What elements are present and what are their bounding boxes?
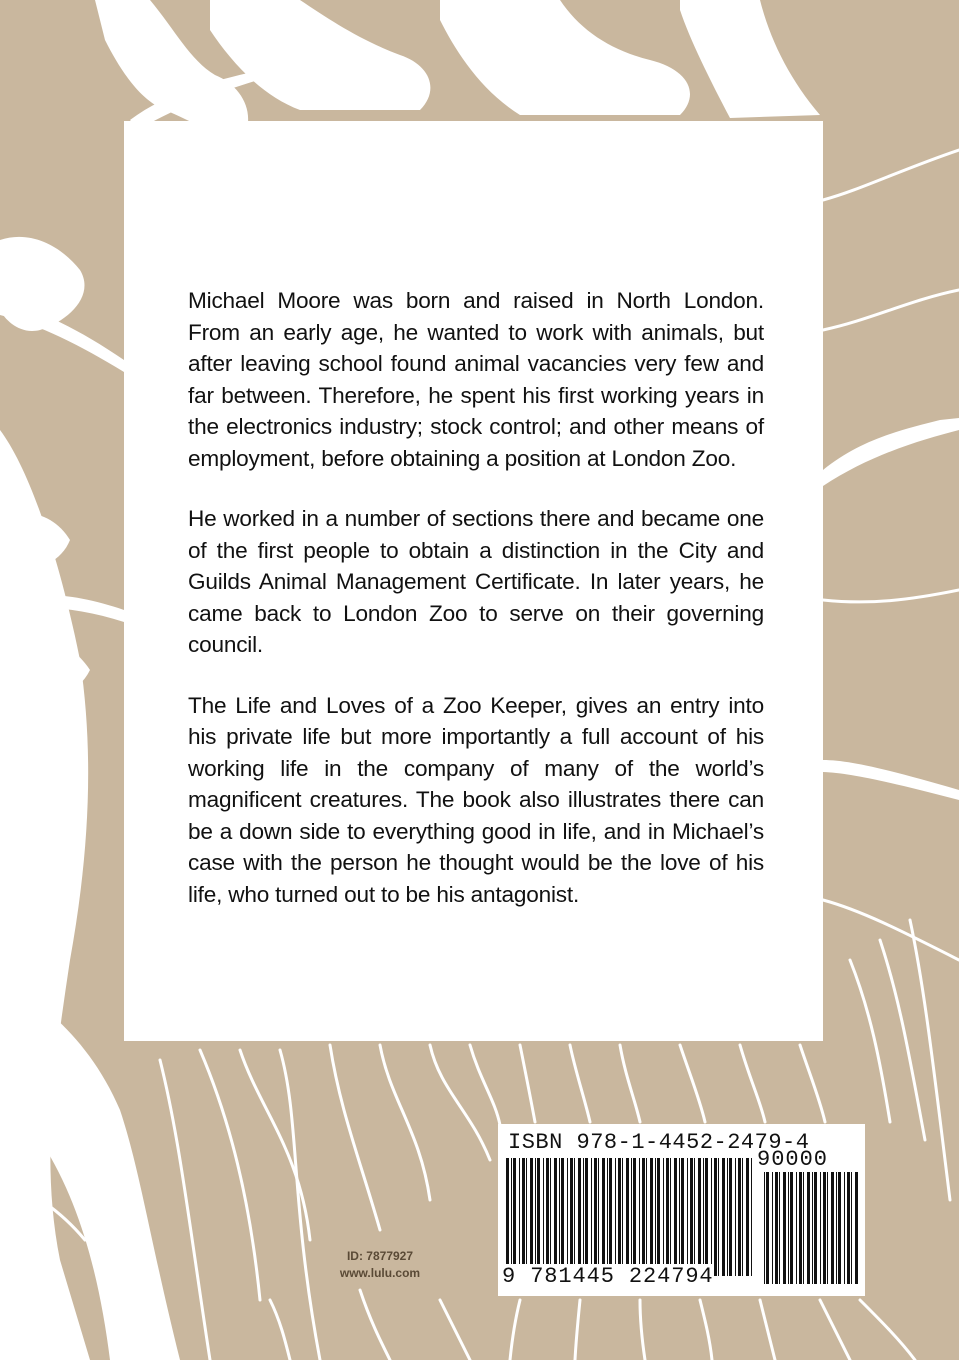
barcode-bar (766, 1172, 769, 1284)
barcode-bar (751, 1158, 752, 1276)
barcode-bar (711, 1158, 712, 1276)
barcode-bar (657, 1158, 660, 1276)
barcode-bar (535, 1158, 536, 1276)
barcode-bar (583, 1158, 584, 1276)
barcode-bar (814, 1172, 817, 1284)
barcode-bar (807, 1172, 810, 1284)
barcode-bar (679, 1158, 680, 1276)
barcode-bar (626, 1158, 629, 1276)
barcode-bar (674, 1158, 677, 1276)
barcode-bar (790, 1172, 793, 1284)
barcode-bar (812, 1172, 813, 1284)
barcode-bar (642, 1158, 645, 1276)
barcode-bar (803, 1172, 804, 1284)
barcode-bar (594, 1158, 597, 1276)
blurb-paragraph-3: The Life and Loves of a Zoo Keeper, gives an entry into his private life but more importantly a full account of his working life in the company of many of the world’s magnificent creatures. The book also illustrates there can be a down side to everything good in life, and in Michael’s case with the person he thought would be the love of his life, who turned out to be his antagonist. (188, 692, 764, 907)
barcode-bar (714, 1158, 717, 1276)
barcode-bar (578, 1158, 581, 1276)
barcode-bar (574, 1158, 575, 1276)
barcode-bar (546, 1158, 549, 1276)
barcode-bar (631, 1158, 632, 1276)
barcode-bar (554, 1158, 557, 1276)
barcode-bar (738, 1158, 741, 1276)
barcode-bar (655, 1158, 656, 1276)
back-cover-blurb (188, 285, 764, 939)
barcode-bar (650, 1158, 653, 1276)
barcode-bar (722, 1158, 725, 1276)
barcode-bar (537, 1158, 540, 1276)
barcode-bar (735, 1158, 736, 1276)
barcode-bar (690, 1158, 693, 1276)
barcode-bar (570, 1158, 573, 1276)
publisher-website: www.lulu.com (339, 1266, 421, 1280)
barcode-bar (742, 1158, 743, 1276)
barcode-bar (820, 1172, 821, 1284)
barcode-bar (855, 1172, 858, 1284)
barcode-bar (694, 1158, 695, 1276)
barcode-bar (836, 1172, 837, 1284)
publisher-info (318, 1248, 442, 1282)
barcode-bar (847, 1172, 850, 1284)
barcode-bar (788, 1172, 789, 1284)
barcode-bar (567, 1158, 568, 1276)
barcode-bar (772, 1172, 773, 1284)
barcode-bar (602, 1158, 605, 1276)
barcode-bar (561, 1158, 564, 1276)
barcode-bar (550, 1158, 551, 1276)
barcode-bar (609, 1158, 612, 1276)
barcode-bar (764, 1172, 765, 1284)
blurb-paragraph-1: Michael Moore was born and raised in North London. From an early age, he wanted to work with animals, but after leaving school found animal vacancies very few and far between. Therefore, he spent his first working years in the electronics industry; stock control; and other means of employment, before obtaining a position at London Zoo. (188, 288, 764, 471)
barcode-bar (783, 1172, 786, 1284)
barcode-bar (827, 1172, 828, 1284)
barcode-bar (729, 1158, 732, 1276)
barcode-bar (705, 1158, 708, 1276)
barcode-bar (559, 1158, 560, 1276)
barcode-bar (526, 1158, 527, 1276)
barcode-bar (775, 1172, 778, 1284)
barcode-bar (622, 1158, 623, 1276)
barcode-bar (831, 1172, 834, 1284)
barcode-bar (522, 1158, 525, 1276)
barcode-bar (519, 1158, 520, 1276)
barcode-bar (543, 1158, 544, 1276)
barcode-bar (823, 1172, 826, 1284)
isbn-barcode (498, 1124, 865, 1296)
barcode-bar (591, 1158, 592, 1276)
barcode-bar (687, 1158, 688, 1276)
barcode-bar (663, 1158, 664, 1276)
price-code: 90000 (757, 1147, 829, 1172)
barcode-bar (511, 1158, 512, 1276)
barcode-bar (844, 1172, 845, 1284)
ean-digits: 9 781445 224794 (502, 1264, 714, 1289)
barcode-bar (598, 1158, 599, 1276)
barcode-bar (746, 1158, 749, 1276)
isbn-label: ISBN 978-1-4452-2479-4 (508, 1130, 810, 1155)
barcode-bar (681, 1158, 684, 1276)
barcode-bar (607, 1158, 608, 1276)
barcode-bar (779, 1172, 780, 1284)
barcode-bar (530, 1158, 533, 1276)
barcode-bar (799, 1172, 802, 1284)
barcode-bar (670, 1158, 671, 1276)
barcode-bar (718, 1158, 719, 1276)
barcode-bar (796, 1172, 797, 1284)
barcode-bar (639, 1158, 640, 1276)
barcode-bar (703, 1158, 704, 1276)
barcode-bar (698, 1158, 701, 1276)
barcode-bar (727, 1158, 728, 1276)
barcode-bar (838, 1172, 841, 1284)
blurb-panel (124, 121, 823, 1041)
barcode-bar (646, 1158, 647, 1276)
barcode-bar (666, 1158, 669, 1276)
publisher-id: ID: 7877927 (346, 1249, 414, 1263)
barcode-bar (585, 1158, 588, 1276)
barcode-bar (851, 1172, 852, 1284)
barcode-bar (618, 1158, 621, 1276)
barcode-bar (513, 1158, 516, 1276)
blurb-paragraph-2: He worked in a number of sections there and became one of the first people to obtain a distinction in the City and Guilds Animal Management Certificate. In later years, he came back to London Zoo to serve on their governing council. (188, 506, 764, 657)
barcode-bar (633, 1158, 636, 1276)
barcode-bar (506, 1158, 509, 1276)
barcode-bar (615, 1158, 616, 1276)
